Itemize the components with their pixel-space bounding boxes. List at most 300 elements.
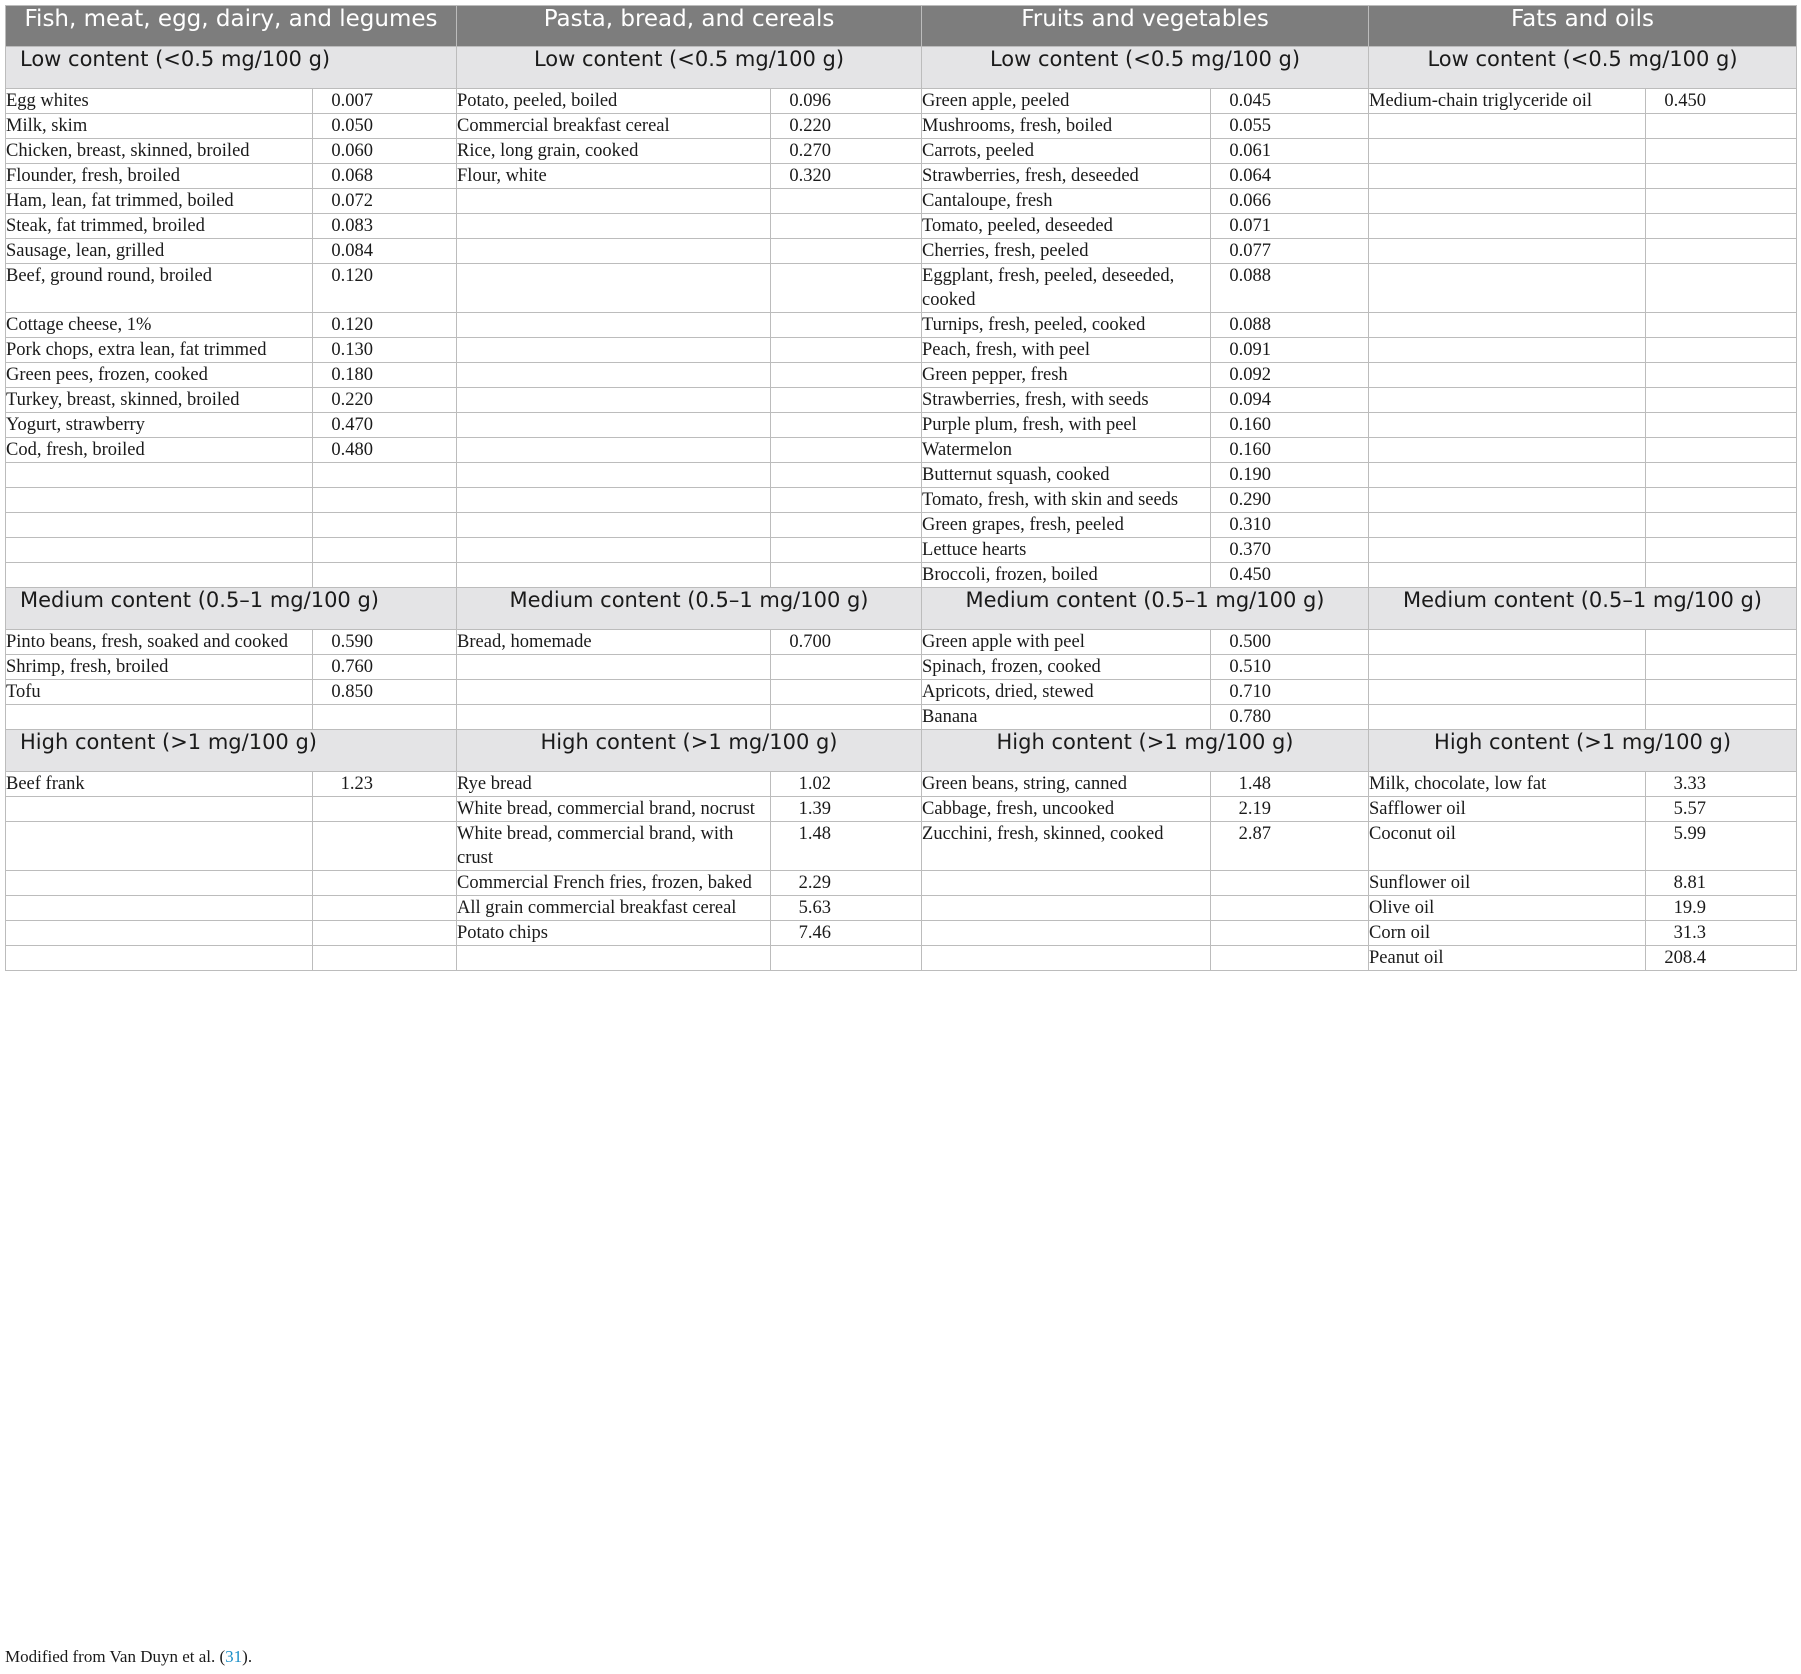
content-value: 0.290	[1229, 490, 1272, 510]
content-value: 0.220	[331, 390, 373, 410]
food-name-cell: Bread, homemade	[457, 630, 771, 655]
footnote-text: Modified from Van Duyn et al. (	[5, 1647, 226, 1666]
food-name-cell	[1369, 264, 1646, 313]
food-name-cell: Tomato, peeled, deseeded	[922, 214, 1211, 239]
content-value-cell	[1646, 89, 1797, 114]
content-value: 0.083	[331, 216, 373, 236]
content-value-cell	[313, 189, 457, 214]
content-value-cell	[1211, 388, 1369, 413]
content-value-cell	[771, 655, 922, 680]
content-value: 0.700	[789, 632, 832, 652]
table-row	[6, 189, 1797, 214]
content-value-cell	[771, 139, 922, 164]
table-row	[6, 89, 1797, 114]
food-name-cell: Chicken, breast, skinned, broiled	[6, 139, 313, 164]
content-value-cell	[313, 538, 457, 563]
content-value-cell	[1211, 139, 1369, 164]
content-value-cell	[771, 946, 922, 971]
content-value-cell	[1646, 655, 1797, 680]
table-container	[5, 5, 1796, 971]
content-value-cell	[1211, 921, 1369, 946]
content-value-cell	[313, 139, 457, 164]
content-value: 0.480	[331, 440, 373, 460]
food-name-cell: Watermelon	[922, 438, 1211, 463]
content-value: 0.760	[331, 657, 373, 677]
content-value-cell	[313, 822, 457, 871]
food-name-cell: Flour, white	[457, 164, 771, 189]
content-value: 1.48	[798, 824, 832, 844]
food-name-cell: Ham, lean, fat trimmed, boiled	[6, 189, 313, 214]
content-value: 31.3	[1673, 923, 1707, 943]
table-row	[6, 413, 1797, 438]
table-row	[6, 388, 1797, 413]
content-value-cell	[313, 488, 457, 513]
food-name-cell	[457, 538, 771, 563]
content-value: 2.29	[798, 873, 832, 893]
content-value: 0.007	[331, 91, 373, 111]
content-value-cell	[313, 871, 457, 896]
food-name-cell	[457, 388, 771, 413]
content-value-cell	[1646, 413, 1797, 438]
content-value: 0.060	[331, 141, 373, 161]
table-row	[6, 139, 1797, 164]
content-value: 0.071	[1229, 216, 1272, 236]
content-value: 0.068	[331, 166, 373, 186]
content-value-cell	[1646, 563, 1797, 588]
food-name-cell	[1369, 164, 1646, 189]
table-row	[6, 488, 1797, 513]
content-value-cell	[771, 563, 922, 588]
food-name-cell	[457, 563, 771, 588]
food-name-cell	[457, 513, 771, 538]
food-name-cell: White bread, commercial brand, nocrust	[457, 797, 771, 822]
content-value-cell	[771, 772, 922, 797]
content-value-cell	[1211, 630, 1369, 655]
content-value-cell	[1646, 463, 1797, 488]
content-value: 0.270	[789, 141, 832, 161]
content-value-cell	[313, 563, 457, 588]
section-header: High content (>1 mg/100 g)	[6, 730, 457, 772]
section-header: Medium content (0.5–1 mg/100 g)	[6, 588, 457, 630]
content-value-cell	[313, 463, 457, 488]
content-value-cell	[1211, 164, 1369, 189]
food-name-cell: Lettuce hearts	[922, 538, 1211, 563]
food-name-cell: Mushrooms, fresh, boiled	[922, 114, 1211, 139]
content-value: 0.180	[331, 365, 373, 385]
food-name-cell: Milk, chocolate, low fat	[1369, 772, 1646, 797]
content-value-cell	[313, 513, 457, 538]
food-name-cell	[1369, 488, 1646, 513]
content-value-cell	[1211, 89, 1369, 114]
food-name-cell: Strawberries, fresh, with seeds	[922, 388, 1211, 413]
food-name-cell	[457, 463, 771, 488]
food-name-cell: Potato, peeled, boiled	[457, 89, 771, 114]
content-value: 19.9	[1673, 898, 1707, 918]
food-name-cell	[457, 680, 771, 705]
content-value-cell	[1646, 488, 1797, 513]
table-row	[6, 655, 1797, 680]
content-value: 0.590	[331, 632, 373, 652]
food-name-cell: Tofu	[6, 680, 313, 705]
content-value-cell	[1211, 513, 1369, 538]
content-value-cell	[1211, 438, 1369, 463]
content-value-cell	[313, 264, 457, 313]
citation-link[interactable]: 31	[225, 1647, 243, 1666]
content-value: 0.066	[1229, 191, 1272, 211]
food-name-cell	[1369, 655, 1646, 680]
content-value: 0.094	[1229, 390, 1272, 410]
content-value-cell	[771, 538, 922, 563]
food-name-cell: Commercial breakfast cereal	[457, 114, 771, 139]
food-name-cell	[457, 214, 771, 239]
food-name-cell: Turkey, breast, skinned, broiled	[6, 388, 313, 413]
table-row	[6, 114, 1797, 139]
content-value-cell	[1646, 871, 1797, 896]
table-body	[6, 47, 1797, 971]
content-value: 0.088	[1229, 315, 1272, 335]
content-value-cell	[313, 214, 457, 239]
content-value-cell	[1211, 488, 1369, 513]
food-name-cell	[1369, 463, 1646, 488]
table-row	[6, 896, 1797, 921]
food-name-cell: Green beans, string, canned	[922, 772, 1211, 797]
food-name-cell: Strawberries, fresh, deseeded	[922, 164, 1211, 189]
content-value: 0.092	[1229, 365, 1272, 385]
table-row	[6, 239, 1797, 264]
table-row	[6, 338, 1797, 363]
food-name-cell	[6, 896, 313, 921]
food-name-cell: Rice, long grain, cooked	[457, 139, 771, 164]
content-value-cell	[1646, 189, 1797, 214]
section-header-row	[6, 730, 1797, 772]
content-value-cell	[1646, 921, 1797, 946]
content-value-cell	[313, 164, 457, 189]
food-name-cell: Cherries, fresh, peeled	[922, 239, 1211, 264]
content-value: 8.81	[1673, 873, 1707, 893]
content-value-cell	[771, 463, 922, 488]
column-header: Fish, meat, egg, dairy, and legumes	[6, 6, 457, 47]
content-value: 1.48	[1238, 774, 1272, 794]
content-value: 0.320	[789, 166, 832, 186]
content-value-cell	[1646, 438, 1797, 463]
content-value-cell	[771, 413, 922, 438]
table-row	[6, 313, 1797, 338]
content-value-cell	[1211, 214, 1369, 239]
content-value-cell	[1211, 363, 1369, 388]
content-value: 0.055	[1229, 116, 1272, 136]
food-name-cell	[1369, 239, 1646, 264]
food-name-cell: Banana	[922, 705, 1211, 730]
content-value: 0.500	[1229, 632, 1272, 652]
table-row	[6, 705, 1797, 730]
column-header: Fruits and vegetables	[922, 6, 1369, 47]
food-name-cell: Safflower oil	[1369, 797, 1646, 822]
section-header: Low content (<0.5 mg/100 g)	[457, 47, 922, 89]
food-name-cell	[1369, 189, 1646, 214]
content-value: 0.120	[331, 315, 373, 335]
food-name-cell	[457, 438, 771, 463]
content-value: 0.850	[331, 682, 373, 702]
content-value-cell	[313, 89, 457, 114]
content-value-cell	[313, 388, 457, 413]
content-value-cell	[771, 164, 922, 189]
food-name-cell: Cantaloupe, fresh	[922, 189, 1211, 214]
content-value-cell	[1211, 946, 1369, 971]
section-header: Medium content (0.5–1 mg/100 g)	[922, 588, 1369, 630]
food-name-cell: Green apple with peel	[922, 630, 1211, 655]
content-value-cell	[313, 338, 457, 363]
table-row	[6, 463, 1797, 488]
section-header-row	[6, 588, 1797, 630]
content-value-cell	[1646, 363, 1797, 388]
content-value-cell	[771, 239, 922, 264]
content-value-cell	[313, 921, 457, 946]
content-value: 0.045	[1229, 91, 1272, 111]
content-value: 5.57	[1673, 799, 1707, 819]
content-value: 0.084	[331, 241, 373, 261]
section-header: High content (>1 mg/100 g)	[457, 730, 922, 772]
food-name-cell: Milk, skim	[6, 114, 313, 139]
table-row	[6, 363, 1797, 388]
table-row	[6, 822, 1797, 871]
food-name-cell: Turnips, fresh, peeled, cooked	[922, 313, 1211, 338]
content-value-cell	[1211, 338, 1369, 363]
content-value-cell	[313, 363, 457, 388]
content-value: 0.450	[1229, 565, 1272, 585]
content-value-cell	[313, 313, 457, 338]
content-value-cell	[1646, 513, 1797, 538]
content-value: 0.510	[1229, 657, 1272, 677]
food-name-cell: Broccoli, frozen, boiled	[922, 563, 1211, 588]
food-name-cell	[6, 921, 313, 946]
food-name-cell	[457, 946, 771, 971]
content-value-cell	[1646, 822, 1797, 871]
food-name-cell: Spinach, frozen, cooked	[922, 655, 1211, 680]
content-value: 0.220	[789, 116, 832, 136]
content-value: 1.02	[798, 774, 832, 794]
food-name-cell	[1369, 338, 1646, 363]
footnote	[5, 1647, 252, 1667]
food-name-cell: Shrimp, fresh, broiled	[6, 655, 313, 680]
content-value-cell	[1646, 264, 1797, 313]
content-value-cell	[1646, 538, 1797, 563]
food-name-cell	[1369, 705, 1646, 730]
food-name-cell: Green grapes, fresh, peeled	[922, 513, 1211, 538]
section-header: Medium content (0.5–1 mg/100 g)	[457, 588, 922, 630]
table-row	[6, 630, 1797, 655]
content-value-cell	[1646, 388, 1797, 413]
content-value-cell	[1211, 114, 1369, 139]
content-value-cell	[1646, 705, 1797, 730]
content-value-cell	[1646, 797, 1797, 822]
food-name-cell	[1369, 538, 1646, 563]
food-name-cell	[6, 946, 313, 971]
content-value: 7.46	[798, 923, 832, 943]
content-value: 1.23	[340, 774, 373, 794]
table-row	[6, 946, 1797, 971]
food-name-cell	[457, 264, 771, 313]
table-row	[6, 772, 1797, 797]
food-name-cell	[457, 338, 771, 363]
food-name-cell	[6, 463, 313, 488]
food-name-cell: Sausage, lean, grilled	[6, 239, 313, 264]
table-row	[6, 797, 1797, 822]
content-value-cell	[1211, 797, 1369, 822]
content-value: 0.072	[331, 191, 373, 211]
content-value-cell	[1211, 189, 1369, 214]
content-value-cell	[1211, 313, 1369, 338]
content-value: 0.064	[1229, 166, 1272, 186]
food-name-cell: Tomato, fresh, with skin and seeds	[922, 488, 1211, 513]
food-name-cell: Olive oil	[1369, 896, 1646, 921]
food-name-cell	[1369, 313, 1646, 338]
food-name-cell	[6, 563, 313, 588]
vitamin-content-table	[5, 5, 1797, 971]
content-value-cell	[771, 896, 922, 921]
food-name-cell: White bread, commercial brand, with crust	[457, 822, 771, 871]
table-row	[6, 438, 1797, 463]
content-value-cell	[1646, 338, 1797, 363]
food-name-cell: Purple plum, fresh, with peel	[922, 413, 1211, 438]
content-value-cell	[771, 921, 922, 946]
content-value: 0.190	[1229, 465, 1272, 485]
content-value-cell	[1211, 264, 1369, 313]
food-name-cell	[457, 655, 771, 680]
content-value-cell	[313, 114, 457, 139]
table-row	[6, 164, 1797, 189]
content-value: 0.780	[1229, 707, 1272, 727]
food-name-cell: Yogurt, strawberry	[6, 413, 313, 438]
food-name-cell	[922, 921, 1211, 946]
content-value-cell	[1646, 313, 1797, 338]
table-row	[6, 264, 1797, 313]
food-name-cell	[1369, 563, 1646, 588]
content-value: 0.160	[1229, 415, 1272, 435]
content-value-cell	[1646, 164, 1797, 189]
content-value-cell	[771, 680, 922, 705]
content-value-cell	[771, 822, 922, 871]
column-header: Fats and oils	[1369, 6, 1797, 47]
content-value-cell	[771, 513, 922, 538]
content-value-cell	[771, 214, 922, 239]
food-name-cell: Peach, fresh, with peel	[922, 338, 1211, 363]
content-value-cell	[771, 705, 922, 730]
content-value-cell	[313, 896, 457, 921]
food-name-cell	[6, 871, 313, 896]
content-value-cell	[313, 772, 457, 797]
content-value-cell	[1646, 896, 1797, 921]
food-name-cell: Beef frank	[6, 772, 313, 797]
section-header: Low content (<0.5 mg/100 g)	[6, 47, 457, 89]
food-name-cell: Commercial French fries, frozen, baked	[457, 871, 771, 896]
content-value: 0.310	[1229, 515, 1272, 535]
content-value-cell	[313, 946, 457, 971]
food-name-cell: Corn oil	[1369, 921, 1646, 946]
food-name-cell	[6, 705, 313, 730]
food-name-cell	[6, 797, 313, 822]
food-name-cell	[1369, 630, 1646, 655]
content-value: 5.63	[798, 898, 832, 918]
food-name-cell: Carrots, peeled	[922, 139, 1211, 164]
content-value: 0.450	[1664, 91, 1707, 111]
food-name-cell	[457, 313, 771, 338]
content-value: 3.33	[1673, 774, 1707, 794]
content-value-cell	[771, 89, 922, 114]
section-header: Low content (<0.5 mg/100 g)	[922, 47, 1369, 89]
food-name-cell: Butternut squash, cooked	[922, 463, 1211, 488]
content-value-cell	[1646, 239, 1797, 264]
food-name-cell: All grain commercial breakfast cereal	[457, 896, 771, 921]
food-name-cell	[1369, 114, 1646, 139]
content-value-cell	[1646, 630, 1797, 655]
content-value-cell	[313, 655, 457, 680]
content-value: 2.87	[1238, 824, 1272, 844]
content-value: 0.130	[331, 340, 373, 360]
food-name-cell: Apricots, dried, stewed	[922, 680, 1211, 705]
content-value-cell	[313, 705, 457, 730]
column-header: Pasta, bread, and cereals	[457, 6, 922, 47]
food-name-cell	[457, 705, 771, 730]
food-name-cell: Zucchini, fresh, skinned, cooked	[922, 822, 1211, 871]
food-name-cell: Cod, fresh, broiled	[6, 438, 313, 463]
content-value: 0.120	[331, 266, 373, 286]
content-value-cell	[313, 413, 457, 438]
footnote-text-end: ).	[242, 1647, 253, 1666]
content-value-cell	[771, 438, 922, 463]
content-value-cell	[1646, 114, 1797, 139]
content-value-cell	[771, 338, 922, 363]
table-row	[6, 538, 1797, 563]
content-value: 5.99	[1673, 824, 1707, 844]
food-name-cell	[1369, 413, 1646, 438]
food-name-cell: Cottage cheese, 1%	[6, 313, 313, 338]
content-value: 0.470	[331, 415, 373, 435]
food-name-cell: Peanut oil	[1369, 946, 1646, 971]
content-value-cell	[313, 630, 457, 655]
content-value-cell	[771, 630, 922, 655]
section-header: High content (>1 mg/100 g)	[922, 730, 1369, 772]
food-name-cell	[457, 239, 771, 264]
content-value-cell	[313, 438, 457, 463]
table-row	[6, 513, 1797, 538]
content-value-cell	[1211, 538, 1369, 563]
food-name-cell: Green pepper, fresh	[922, 363, 1211, 388]
food-name-cell	[922, 946, 1211, 971]
content-value: 2.19	[1238, 799, 1272, 819]
content-value-cell	[771, 871, 922, 896]
content-value-cell	[771, 363, 922, 388]
content-value-cell	[771, 313, 922, 338]
food-name-cell: Beef, ground round, broiled	[6, 264, 313, 313]
content-value: 208.4	[1664, 948, 1707, 968]
section-header-row	[6, 47, 1797, 89]
content-value-cell	[1211, 413, 1369, 438]
food-name-cell	[922, 871, 1211, 896]
food-name-cell: Pinto beans, fresh, soaked and cooked	[6, 630, 313, 655]
content-value-cell	[313, 680, 457, 705]
table-row	[6, 680, 1797, 705]
content-value: 0.077	[1229, 241, 1272, 261]
food-name-cell	[457, 189, 771, 214]
food-name-cell	[6, 538, 313, 563]
content-value-cell	[1211, 822, 1369, 871]
content-value-cell	[1211, 871, 1369, 896]
food-name-cell	[1369, 139, 1646, 164]
food-name-cell: Potato chips	[457, 921, 771, 946]
food-name-cell: Eggplant, fresh, peeled, deseeded, cooked	[922, 264, 1211, 313]
content-value-cell	[1646, 772, 1797, 797]
content-value-cell	[771, 797, 922, 822]
